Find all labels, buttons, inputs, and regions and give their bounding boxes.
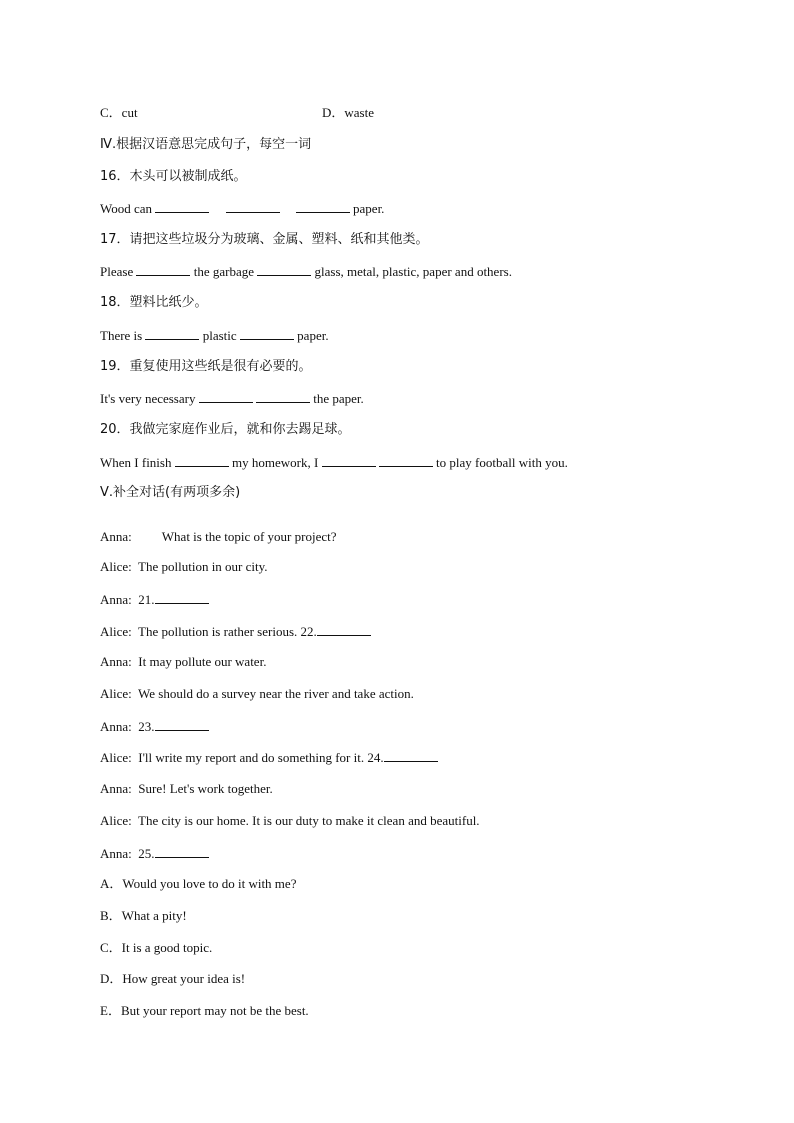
answer-blank[interactable] bbox=[257, 263, 311, 276]
option-c: C．cut bbox=[100, 105, 138, 120]
q20-english: When I finish my homework, I to play football with you. bbox=[100, 455, 568, 470]
answer-blank[interactable] bbox=[155, 591, 209, 604]
q19-english: It's very necessary the paper. bbox=[100, 391, 364, 406]
answer-blank[interactable] bbox=[296, 200, 350, 213]
answer-blank[interactable] bbox=[136, 263, 190, 276]
q17-chinese: 17．请把这些垃圾分为玻璃、金属、塑料、纸和其他类。 bbox=[100, 232, 429, 247]
dialogue-line: Alice: We should do a survey near the river and take action. bbox=[100, 686, 414, 701]
q19-chinese: 19．重复使用这些纸是很有必要的。 bbox=[100, 359, 312, 374]
answer-blank[interactable] bbox=[155, 200, 209, 213]
choice-a: A．Would you love to do it with me? bbox=[100, 876, 297, 891]
answer-blank[interactable] bbox=[145, 327, 199, 340]
dialogue-line: Anna: Sure! Let's work together. bbox=[100, 781, 273, 796]
answer-blank[interactable] bbox=[175, 454, 229, 467]
dialogue-line: Alice: The city is our home. It is our duty to make it clean and beautiful. bbox=[100, 813, 480, 828]
q20-chinese: 20．我做完家庭作业后，就和你去踢足球。 bbox=[100, 422, 351, 437]
choice-d: D．How great your idea is! bbox=[100, 971, 246, 986]
q18-english: There is plastic paper. bbox=[100, 328, 329, 343]
answer-blank[interactable] bbox=[155, 845, 209, 858]
q16-english: Wood can paper. bbox=[100, 201, 385, 216]
answer-blank[interactable] bbox=[155, 718, 209, 731]
answer-blank[interactable] bbox=[256, 390, 310, 403]
answer-blank[interactable] bbox=[384, 749, 438, 762]
dialogue-line: Alice: The pollution in our city. bbox=[100, 559, 268, 574]
dialogue-line: Alice: The pollution is rather serious. 22. bbox=[100, 623, 371, 640]
answer-blank[interactable] bbox=[240, 327, 294, 340]
dialogue-line: Anna: 21. bbox=[100, 591, 209, 608]
answer-blank[interactable] bbox=[226, 200, 280, 213]
answer-blank[interactable] bbox=[322, 454, 376, 467]
choice-e: E．But your report may not be the best. bbox=[100, 1003, 309, 1018]
answer-blank[interactable] bbox=[379, 454, 433, 467]
q16-chinese: 16．木头可以被制成纸。 bbox=[100, 169, 247, 184]
q18-chinese: 18．塑料比纸少。 bbox=[100, 295, 208, 310]
option-d: D．waste bbox=[322, 105, 374, 120]
dialogue-line: Anna: 25. bbox=[100, 845, 209, 862]
dialogue-line: Alice: I'll write my report and do something for it. 24. bbox=[100, 749, 438, 766]
choice-c: C．It is a good topic. bbox=[100, 940, 213, 955]
dialogue-line: Anna: It may pollute our water. bbox=[100, 654, 267, 669]
q17-english: Please the garbage glass, metal, plastic, paper and others. bbox=[100, 264, 512, 279]
choice-b: B．What a pity! bbox=[100, 908, 187, 923]
section4-heading: Ⅳ.根据汉语意思完成句子，每空一词 bbox=[100, 137, 312, 152]
dialogue-line: Anna: What is the topic of your project? bbox=[100, 529, 337, 544]
section5-heading: Ⅴ.补全对话(有两项多余) bbox=[100, 485, 241, 500]
dialogue-line: Anna: 23. bbox=[100, 718, 209, 735]
answer-blank[interactable] bbox=[199, 390, 253, 403]
answer-blank[interactable] bbox=[317, 623, 371, 636]
